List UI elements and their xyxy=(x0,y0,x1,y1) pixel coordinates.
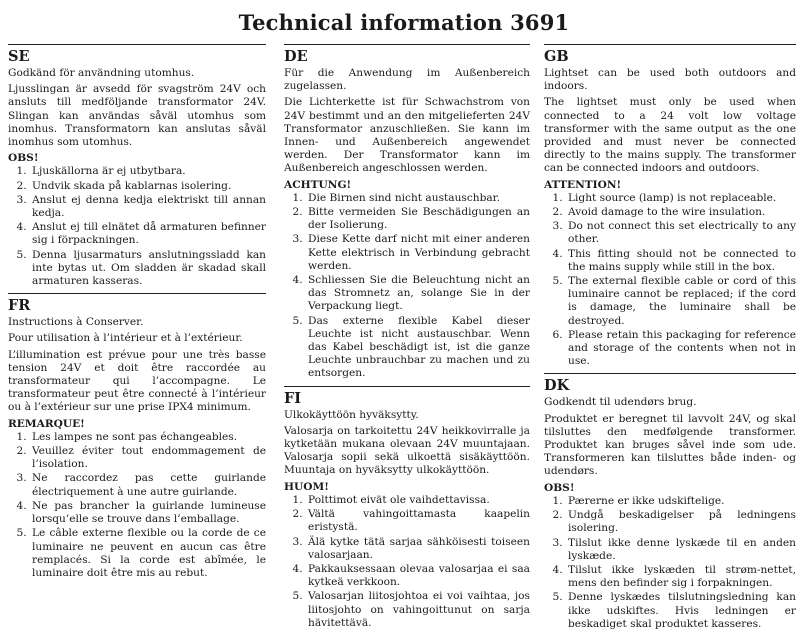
warning-heading: HUOM! xyxy=(284,480,329,493)
list-item: 1. Les lampes ne sont pas échangeables. xyxy=(30,431,266,444)
list-item: 4. Tilslut ikke lyskæden til strøm-nettet, mens den befinder sig i forpakningen. xyxy=(566,564,796,590)
list-item: 5. Le câble externe flexible ou la corde de ce luminaire ne peuvent en aucun cas être remplacés. Si la corde est abîmée, le luminaire doit être mis au rebut. xyxy=(30,527,266,580)
list-item: 2. Avoid damage to the wire insulation. xyxy=(566,206,796,219)
list-item: 6. Please retain this packaging for reference and storage of the contents when not in use. xyxy=(566,329,796,369)
warning-list xyxy=(8,165,266,288)
section-fr xyxy=(8,293,266,580)
section-fi xyxy=(284,386,530,630)
paragraph: Godkendt til udendørs brug. xyxy=(544,396,697,409)
list-item: 4. Pakkauksessaan olevaa valosarjaa ei saa kytkeä verkkoon. xyxy=(306,563,530,589)
section-se xyxy=(8,44,266,288)
paragraph: L’illumination est prévue pour une très basse tension 24V et doit être raccordée au transformateur qui l’accompagne. Le transformateur peut être connecté à l’intérieur ou à l’extérieur sur une prise IPX4 minimum. xyxy=(8,348,266,414)
list-item: 4. This fitting should not be connected to the mains supply while still in the box. xyxy=(566,248,796,274)
list-item: 3. Diese Kette darf nicht mit einer anderen Kette elektrisch in Verbindung gebracht werden. xyxy=(306,233,530,273)
list-item: 1. Die Birnen sind nicht austauschbar. xyxy=(306,192,530,205)
section-heading-fr: FR xyxy=(8,297,31,315)
list-item: 3. Tilslut ikke denne lyskæde til en anden lyskæde. xyxy=(566,537,796,563)
warning-heading: ACHTUNG! xyxy=(284,178,352,191)
section-heading-de: DE xyxy=(284,48,308,65)
paragraph: Lightset can be used both outdoors and indoors. xyxy=(544,67,796,93)
list-item: 3. Do not connect this set electrically to any other. xyxy=(566,220,796,246)
list-item: 5. Das externe flexible Kabel dieser Leuchte ist nicht austauschbar. Wenn das Kabel beschädigt ist, ist die ganze Leuchte unbrauchbar zu machen und zu entsorgen. xyxy=(306,315,530,381)
warning-list xyxy=(284,192,530,381)
warning-list xyxy=(8,431,266,580)
warning-heading: ATTENTION! xyxy=(544,178,622,191)
warning-list xyxy=(544,192,796,369)
column-right xyxy=(544,44,796,636)
warning-list xyxy=(544,495,796,631)
section-heading-dk: DK xyxy=(544,377,570,395)
list-item: 1. Pærerne er ikke udskiftelige. xyxy=(566,495,796,508)
warning-heading: OBS! xyxy=(544,481,575,494)
paragraph: Ulkokäyttöön hyväksytty. xyxy=(284,408,419,421)
paragraph: Valosarja on tarkoitettu 24V heikkovirralle ja kytketään mukana olevaan 24V muuntajaan. Valosarja sopii sekä ulkoettä sisäkäyttöön. Muuntaja on hyväksytty ulkokäyttöön. xyxy=(284,424,530,477)
paragraph: Für die Anwendung im Außenbereich zugelassen. xyxy=(284,67,530,93)
warning-heading: OBS! xyxy=(8,152,39,165)
list-item: 4. Schliessen Sie die Beleuchtung nicht an das Stromnetz an, solange Sie in der Verpackung liegt. xyxy=(306,274,530,314)
section-gb xyxy=(544,44,796,368)
list-item: 2. Undgå beskadigelser på ledningens isolering. xyxy=(566,509,796,535)
section-divider xyxy=(544,373,796,374)
column-middle xyxy=(284,44,530,635)
warning-heading: REMARQUE! xyxy=(8,417,85,430)
paragraph: The lightset must only be used when connected to a 24 volt low voltage transformer with the same output as the one provided and must never be connected directly to the mains supply. The transformer can be connected indoors and outdoors. xyxy=(544,96,796,175)
list-item: 1. Ljuskällorna är ej utbytbara. xyxy=(30,165,266,178)
list-item: 4. Ne pas brancher la guirlande lumineuse lorsqu’elle se trouve dans l’emballage. xyxy=(30,500,266,526)
list-item: 2. Veuillez éviter tout endommagement de l’isolation. xyxy=(30,445,266,471)
list-item: 4. Anslut ej till elnätet då armaturen befinner sig i förpackningen. xyxy=(30,221,266,247)
section-heading-se: SE xyxy=(8,48,30,65)
paragraph: Die Lichterkette ist für Schwachstrom von 24V bestimmt und an den mitgelieferten 24V Transformator anzuschließen. Sie kann im Innen- und Außenbereich angewendet werden. Der Transformator kann im Außenbereich angeschlossen werden. xyxy=(284,96,530,175)
section-heading-fi: FI xyxy=(284,389,302,407)
list-item: 5. The external flexible cable or cord of this luminaire cannot be replaced; if the cord is damage, the luminaire shall be destroyed. xyxy=(566,275,796,328)
list-item: 3. Ne raccordez pas cette guirlande électriquement à une autre guirlande. xyxy=(30,472,266,498)
list-item: 2. Bitte vermeiden Sie Beschädigungen an der Isolierung. xyxy=(306,206,530,232)
list-item: 5. Denne lyskædes tilslutningsledning kan ikke udskiftes. Hvis ledningen er beskadiget skal produktet kasseres. xyxy=(566,591,796,631)
list-item: 3. Älä kytke tätä sarjaa sähköisesti toiseen valosarjaan. xyxy=(306,536,530,562)
list-item: 1. Light source (lamp) is not replaceable. xyxy=(566,192,796,205)
list-item: 5. Valosarjan liitosjohtoa ei voi vaihtaa, jos liitosjohto on vahingoittunut on sarja hävitettävä. xyxy=(306,590,530,630)
paragraph: Produktet er beregnet til lavvolt 24V, og skal tilsluttes den medfølgende transformer. Produktet kan bruges såvel inde som ude. Transformeren kan tilsluttes både inden- og udendørs. xyxy=(544,412,796,478)
paragraph: Godkänd för användning utomhus. xyxy=(8,67,195,79)
paragraph: Instructions à Conserver. xyxy=(8,316,144,329)
section-de xyxy=(284,44,530,381)
paragraph: Ljusslingan är avsedd för svagström 24V och ansluts till medföljande transformator 24V. Slingan kan användas såväl utomhus som inomhus. Transformatorn kan anslutas såväl inomhus som utomhus. xyxy=(8,83,266,149)
page-title: Technical information 3691 xyxy=(238,10,570,35)
list-item: 5. Denna ljusarmaturs anslutningssladd kan inte bytas ut. Om sladden är skadad skall armaturen kasseras. xyxy=(30,249,266,289)
column-left xyxy=(8,44,266,585)
section-dk xyxy=(544,373,796,630)
paragraph: Pour utilisation à l’intérieur et à l’extérieur. xyxy=(8,332,243,345)
section-divider xyxy=(284,44,530,45)
section-divider xyxy=(8,293,266,294)
section-divider xyxy=(284,386,530,387)
section-divider xyxy=(8,44,266,45)
list-item: 2. Vältä vahingoittamasta kaapelin eristystä. xyxy=(306,508,530,534)
list-item: 2. Undvik skada på kablarnas isolering. xyxy=(30,180,266,193)
section-divider xyxy=(544,44,796,45)
list-item: 1. Polttimot eivät ole vaihdettavissa. xyxy=(306,494,530,507)
list-item: 3. Anslut ej denna kedja elektriskt till annan kedja. xyxy=(30,194,266,220)
section-heading-gb: GB xyxy=(544,48,569,65)
